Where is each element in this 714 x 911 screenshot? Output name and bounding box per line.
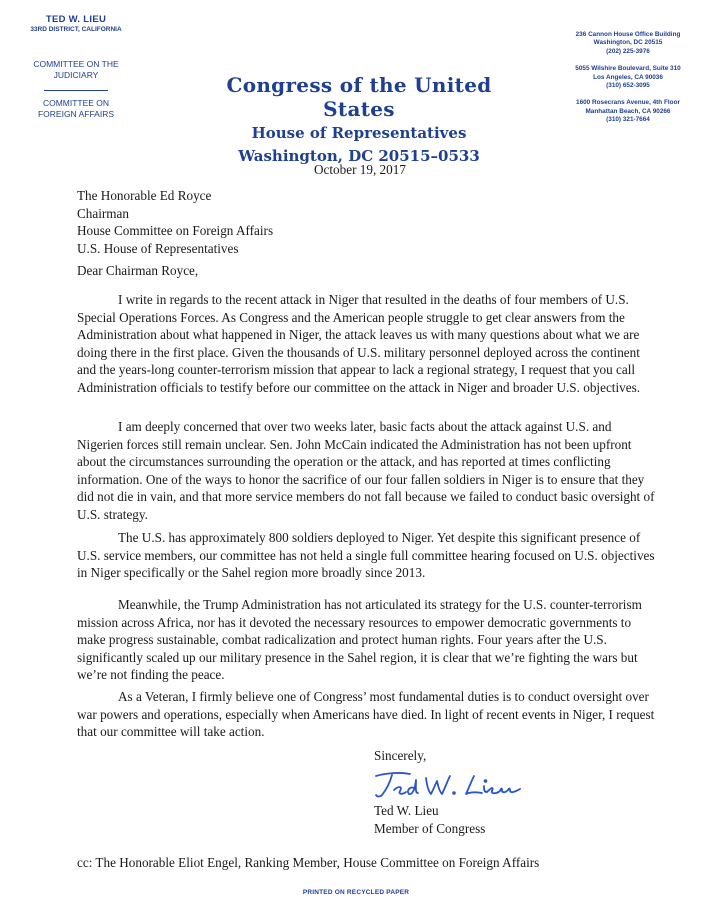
- paragraph-text: Meanwhile, the Trump Administration has not articulated its strategy for the U.S. counter-terrorism mission across Africa, nor has it devoted the necessary resources to empower democratic governments to make progress sustainable, combat radicalization and protect human rights. Four years after the U.S. significantly scaled up our military presence in the Sahel region, it is clear that we’re fighting the wars but we’re not finding the peace.: [77, 597, 642, 683]
- committee-judiciary: [22, 59, 130, 81]
- office-phone: (310) 321-7664: [606, 116, 650, 124]
- body-paragraph: [77, 291, 655, 397]
- city-zip: Washington, DC 20515–0533: [238, 147, 480, 165]
- office-phone: (310) 652-3095: [606, 82, 650, 90]
- salutation: Dear Chairman Royce,: [77, 263, 199, 278]
- office-los-angeles: [548, 65, 708, 90]
- closing: Sincerely,: [374, 748, 427, 763]
- office-dc: [548, 31, 708, 56]
- letterhead-center: [192, 73, 526, 166]
- body-paragraph: [77, 529, 655, 582]
- recipient-committee: House Committee on Foreign Affairs: [77, 223, 274, 239]
- letter-date: October 19, 2017: [314, 162, 406, 177]
- committee-judiciary-line2: JUDICIARY: [53, 70, 99, 80]
- signature: [370, 764, 538, 804]
- house-title: House of Representatives: [251, 124, 467, 142]
- committee-judiciary-line1: COMMITTEE ON THE: [33, 59, 119, 69]
- member-name: TED W. LIEU: [45, 14, 107, 25]
- congress-title: Congress of the United States: [226, 73, 492, 121]
- letterhead-offices: [548, 31, 708, 134]
- paragraph-text: The U.S. has approximately 800 soldiers deployed to Niger. Yet despite this significant presence of U.S. service members, our committee has not held a single full committee hearing focused on U.S. objectives in Niger specifically or the Sahel region more broadly since 2013.: [77, 530, 655, 581]
- recycled-paper-note: PRINTED ON RECYCLED PAPER: [302, 889, 410, 896]
- recipient-name: The Honorable Ed Royce: [77, 188, 212, 203]
- cc-line: cc: The Honorable Eliot Engel, Ranking Member, House Committee on Foreign Affairs: [77, 855, 540, 870]
- committee-foreign-affairs-line2: FOREIGN AFFAIRS: [37, 109, 115, 119]
- committee-foreign-affairs-line1: COMMITTEE ON: [42, 98, 110, 108]
- signer-block: [374, 802, 485, 837]
- office-city-line: Manhattan Beach, CA 90266: [585, 107, 671, 115]
- office-city-line: Washington, DC 20515: [593, 39, 663, 47]
- office-address-line: 1600 Rosecrans Avenue, 4th Floor: [576, 99, 680, 107]
- recipient-body: U.S. House of Representatives: [77, 240, 239, 256]
- office-city-line: Los Angeles, CA 90036: [593, 73, 663, 81]
- body-paragraph: [77, 596, 655, 684]
- paragraph-text: I am deeply concerned that over two weeks later, basic facts about the attack against U.S. and Nigerien forces still remain unclear. Sen. John McCain indicated the Administration has not been upfront about the circumstances surrounding the operation or the attack, and has reported at times conflicting information. One of the ways to honor the sacrifice of our four fallen soldiers in Niger is to ensure that they did not die in vain, and that more service members do not fall because we failed to conduct basic oversight of U.S. strategy.: [77, 419, 655, 522]
- district: 33RD DISTRICT, CALIFORNIA: [30, 26, 122, 33]
- recipient-address: [77, 187, 273, 257]
- signer-title: Member of Congress: [374, 820, 486, 836]
- letterhead-divider: [44, 90, 108, 91]
- paragraph-text: As a Veteran, I firmly believe one of Congress’ most fundamental duties is to conduct oversight over war powers and operations, especially when Americans have died. In light of recent events in Niger, I request that our committee will take action.: [77, 689, 655, 740]
- committee-foreign-affairs: [22, 98, 130, 120]
- office-manhattan-beach: [548, 99, 708, 124]
- recipient-title: Chairman: [77, 205, 130, 221]
- office-address-line: 236 Cannon House Office Building: [575, 31, 681, 38]
- signer-name: Ted W. Lieu: [374, 803, 439, 818]
- office-phone: (202) 225-3976: [606, 47, 650, 55]
- letterhead-left: [22, 14, 130, 120]
- paragraph-text: I write in regards to the recent attack in Niger that resulted in the deaths of four members of U.S. Special Operations Forces. As Congress and the American people struggle to get clear answers from the Administration about what happened in Niger, the attack leaves us with many questions about what we are doing there in the first place. Given the thousands of U.S. military personnel deployed across the continent and the years-long counter-terrorism mission that appear to lack a regional strategy, I request that you call Administration officials to testify before our committee on the attack in Niger and broader U.S. objectives.: [77, 292, 640, 395]
- body-paragraph: [77, 418, 655, 524]
- office-address-line: 5055 Wilshire Boulevard, Suite 310: [575, 65, 681, 73]
- body-paragraph: [77, 688, 655, 741]
